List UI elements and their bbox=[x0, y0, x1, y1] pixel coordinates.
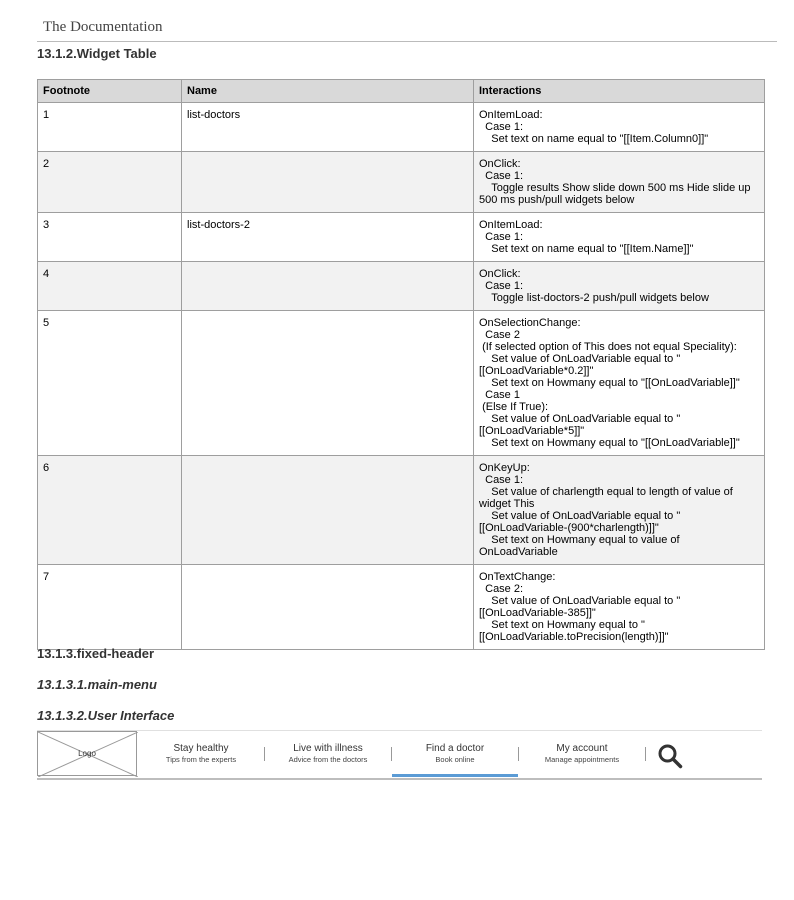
column-header-name: Name bbox=[182, 80, 474, 103]
search-icon[interactable] bbox=[657, 743, 683, 769]
name-cell: list-doctors bbox=[182, 103, 474, 152]
active-nav-indicator bbox=[392, 774, 518, 777]
table-row bbox=[38, 103, 765, 152]
header-mockup bbox=[37, 730, 762, 780]
nav-item-subtitle: Tips from the experts bbox=[165, 755, 237, 764]
nav-item-stay-healthy[interactable] bbox=[138, 731, 264, 776]
interactions-cell: OnKeyUp: Case 1: Set value of charlength equal to length of value of widget This Set value of OnLoadVariable equal to "[[OnLoadVariable-(900*charlength)]]" Set text on Howmany equal to value of OnLoadVariable bbox=[474, 456, 765, 565]
footnote-cell: 1 bbox=[38, 103, 182, 152]
table-row bbox=[38, 565, 765, 650]
interactions-cell: OnItemLoad: Case 1: Set text on name equal to "[[Item.Name]]" bbox=[474, 213, 765, 262]
nav-item-live-with-illness[interactable] bbox=[265, 731, 391, 776]
table-header-row bbox=[38, 80, 765, 103]
nav-item-title: My account bbox=[556, 743, 608, 754]
section-title-fixed-header: 13.1.3.fixed-header bbox=[37, 646, 155, 661]
nav-item-title: Stay healthy bbox=[173, 743, 229, 754]
column-header-footnote: Footnote bbox=[38, 80, 182, 103]
logo-placeholder[interactable] bbox=[37, 731, 137, 776]
section-title-user-interface: 13.1.3.2.User Interface bbox=[37, 708, 175, 723]
footnote-cell: 4 bbox=[38, 262, 182, 311]
interactions-cell: OnClick: Case 1: Toggle results Show slide down 500 ms Hide slide up 500 ms push/pull widgets below bbox=[474, 152, 765, 213]
name-cell bbox=[182, 456, 474, 565]
footnote-cell: 7 bbox=[38, 565, 182, 650]
nav-item-title: Find a doctor bbox=[425, 743, 485, 754]
widget-table bbox=[37, 79, 765, 650]
nav-separator bbox=[645, 747, 646, 761]
table-row bbox=[38, 262, 765, 311]
document-header: The Documentation bbox=[43, 19, 163, 35]
logo-label: Logo bbox=[78, 749, 96, 758]
footnote-cell: 2 bbox=[38, 152, 182, 213]
footnote-cell: 5 bbox=[38, 311, 182, 456]
name-cell bbox=[182, 565, 474, 650]
column-header-interactions: Interactions bbox=[474, 80, 765, 103]
section-title-main-menu: 13.1.3.1.main-menu bbox=[37, 677, 157, 692]
name-cell bbox=[182, 311, 474, 456]
nav-item-find-a-doctor[interactable] bbox=[392, 731, 518, 776]
footnote-cell: 6 bbox=[38, 456, 182, 565]
nav-item-my-account[interactable] bbox=[519, 731, 645, 776]
table-row bbox=[38, 152, 765, 213]
table-row bbox=[38, 213, 765, 262]
name-cell bbox=[182, 262, 474, 311]
interactions-cell: OnItemLoad: Case 1: Set text on name equal to "[[Item.Column0]]" bbox=[474, 103, 765, 152]
name-cell bbox=[182, 152, 474, 213]
table-row bbox=[38, 456, 765, 565]
nav-item-subtitle: Book online bbox=[435, 755, 475, 764]
footnote-cell: 3 bbox=[38, 213, 182, 262]
nav-item-subtitle: Manage appointments bbox=[544, 755, 620, 764]
table-row bbox=[38, 311, 765, 456]
name-cell: list-doctors-2 bbox=[182, 213, 474, 262]
section-title-widget-table: 13.1.2.Widget Table bbox=[37, 46, 157, 61]
interactions-cell: OnSelectionChange: Case 2 (If selected option of This does not equal Speciality): Set value of OnLoadVariable equal to "[[OnLoadVariable*0.2]]" Set text on Howmany equal to "[[OnLoadVariable]]" Case 1 (Else If True): Set value of OnLoadVariable equal to "[[OnLoadVariable*5]]" Set text on Howmany equal to "[[OnLoadVariable]]" bbox=[474, 311, 765, 456]
nav-item-title: Live with illness bbox=[293, 743, 363, 754]
nav-item-subtitle: Advice from the doctors bbox=[288, 755, 368, 764]
interactions-cell: OnClick: Case 1: Toggle list-doctors-2 push/pull widgets below bbox=[474, 262, 765, 311]
interactions-cell: OnTextChange: Case 2: Set value of OnLoadVariable equal to "[[OnLoadVariable-385]]" Set text on Howmany equal to "[[OnLoadVariable.toPrecision(length)]]" bbox=[474, 565, 765, 650]
header-divider bbox=[37, 41, 777, 42]
